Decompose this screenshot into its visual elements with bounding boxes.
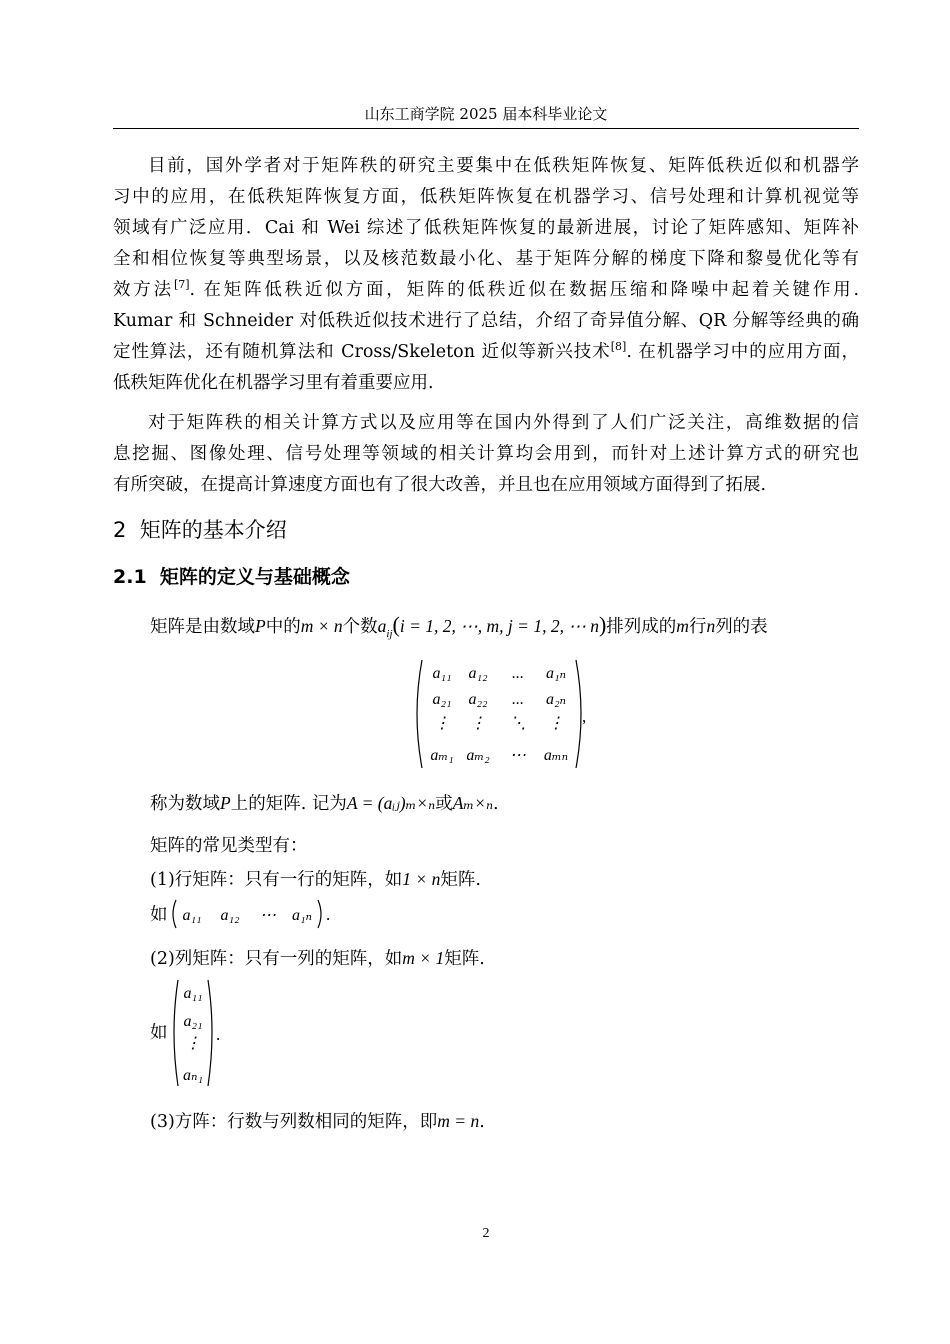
matrix-entry: ... [512,691,524,708]
matrix-entry: a₁₂ [220,907,240,924]
right-bracket [576,660,581,768]
text: (2)列矩阵：只有一列的矩阵，如 [150,949,403,969]
math: a [377,616,387,636]
text: 称为数域 [150,794,220,814]
text: 行 [688,617,707,637]
left-bracket [174,980,178,1086]
matrix-entry: aₘ₂ [466,747,490,764]
matrix-entry: a₁ₙ [545,665,567,682]
matrix-entry: aₘₙ [543,747,569,764]
math: A = (aᵢⱼ)ₘ×ₙ [346,793,436,813]
line-text: 定性算法，还有随机算法和 Cross/Skeleton 近似等新兴技术 [113,342,611,362]
right-bracket [318,900,321,928]
matrix-entry: aₙ₁ [182,1067,204,1084]
matrix-entry: a₂₁ [183,1013,203,1030]
paragraph-1 [113,151,859,399]
math: n [706,616,716,636]
math: ) [598,612,607,637]
row-example-end: . [326,905,331,924]
math: P [255,616,266,636]
math: m × n [300,616,343,636]
text: . [493,794,499,814]
called-line [150,790,499,817]
citation: [7] [173,278,190,291]
text: 中的 [265,617,301,637]
matrix-entry: a₁₁ [183,985,203,1002]
text: 上的矩阵. 记为 [230,794,347,814]
paragraph-line: 全和相位恢复等典型场景，以及核范数最小化、基于矩阵分解的梯度下降和黎曼优化等有 [113,249,859,269]
section-heading [113,516,287,544]
paragraph-line: 习中的应用，在低秩矩阵恢复方面，低秩矩阵恢复在机器学习、信号处理和计算机视觉等 [113,187,859,207]
left-bracket [173,900,176,928]
paragraph-line: 领域有广泛应用．Cai 和 Wei 综述了低秩矩阵恢复的最新进展，讨论了矩阵感知、矩阵补 [113,218,859,238]
text: 矩阵. [444,949,485,969]
text: 排列成的 [606,617,677,637]
matrix-entry: a₁₁ [182,907,202,924]
section-number: 2 [113,518,127,542]
math: 1 × n [402,869,441,889]
matrix-entry: a₂₂ [468,691,488,708]
paragraph-line: 有所突破，在提高计算速度方面也有了很大改善，并且也在应用领域方面得到了拓展. [113,475,767,495]
math: P [220,793,231,813]
math: i = 1, 2, ⋯, m, j = 1, 2, ⋯ n [399,616,599,636]
matrix-entry: ... [512,665,524,682]
matrix-entry: ⋮ [548,715,564,732]
paragraph-line: 息挖掘、图像处理、信号处理等领域的相关计算均会用到，而针对上述计算方式的研究也 [113,444,859,464]
matrix-entry: ⋮ [434,715,450,732]
page-header: 山东工商学院 2025 届本科毕业论文 [364,105,608,123]
right-bracket [208,980,212,1086]
line-text: 效方法 [113,280,174,300]
text: 列的表 [715,617,768,637]
text: 或 [435,794,453,814]
text: . [479,1112,485,1132]
citation: [8] [610,340,627,353]
subsection-heading [113,564,350,590]
matrix-entry: ⋱ [510,715,526,732]
math: m = n [437,1111,480,1131]
matrix-entry: a₁ₙ [291,907,313,924]
col-example-label: 如 [150,1023,168,1043]
text: 矩阵是由数域 [150,617,255,637]
matrix-entry: ⋮ [470,715,486,732]
paragraph-2 [113,408,859,501]
matrix-entry: a₁₂ [468,665,488,682]
text: 矩阵. [440,870,481,890]
line-text: . 在机器学习中的应用方面， [626,342,860,362]
definition-line [150,612,768,640]
row-matrix-example [168,896,348,932]
math: m [676,616,689,636]
paragraph-line: 低秩矩阵优化在机器学习里有着重要应用. [113,373,434,393]
row-example-label: 如 [150,905,168,925]
paragraph-line: Kumar 和 Schneider 对低秩近似技术进行了总结，介绍了奇异值分解、QR 分解等经典的确 [113,311,859,331]
paragraph-line [113,337,859,368]
section-number: 2.1 [113,566,147,588]
matrix-entry: ⋮ [185,1035,201,1052]
section-title: 矩阵的定义与基础概念 [159,566,350,588]
types-intro: 矩阵的常见类型有： [150,836,308,856]
col-matrix-line [150,945,485,972]
matrix-entry: a₂ₙ [545,691,567,708]
matrix-entry: ⋯ [260,907,276,924]
paragraph-line: 对于矩阵秩的相关计算方式以及应用等在国内外得到了人们广泛关注，高维数据的信 [148,413,859,433]
left-bracket [417,660,422,768]
row-matrix-line [150,866,481,893]
text: (3)方阵：行数与列数相同的矩阵，即 [150,1112,438,1132]
col-example-end: . [216,1025,221,1044]
matrix-entry: a₂₁ [432,691,452,708]
line-text: . 在矩阵低秩近似方面，矩阵的低秩近似在数据压缩和降噪中起着关键作用. [189,280,860,300]
math: Aₘ×ₙ [452,793,494,813]
section-title: 矩阵的基本介绍 [139,518,287,542]
paragraph-line [113,275,859,306]
math: m × 1 [402,948,445,968]
matrix-entry: aₘ₁ [430,747,454,764]
text: 个数 [342,617,378,637]
matrix-trailing: , [582,707,587,726]
text: (1)行矩阵：只有一行的矩阵，如 [150,870,403,890]
page-number: 2 [482,1226,490,1241]
matrix-entry: a₁₁ [432,665,452,682]
matrix-entry: ⋯ [510,747,526,764]
column-matrix-example [168,976,238,1092]
paragraph-line: 目前，国外学者对于矩阵秩的研究主要集中在低秩矩阵恢复、矩阵低秩近似和机器学 [148,156,859,176]
header-rule [113,128,859,129]
math-subscript: ij [386,628,393,640]
square-matrix-line [150,1108,485,1135]
math: ( [392,612,400,637]
matrix-display [410,656,610,772]
